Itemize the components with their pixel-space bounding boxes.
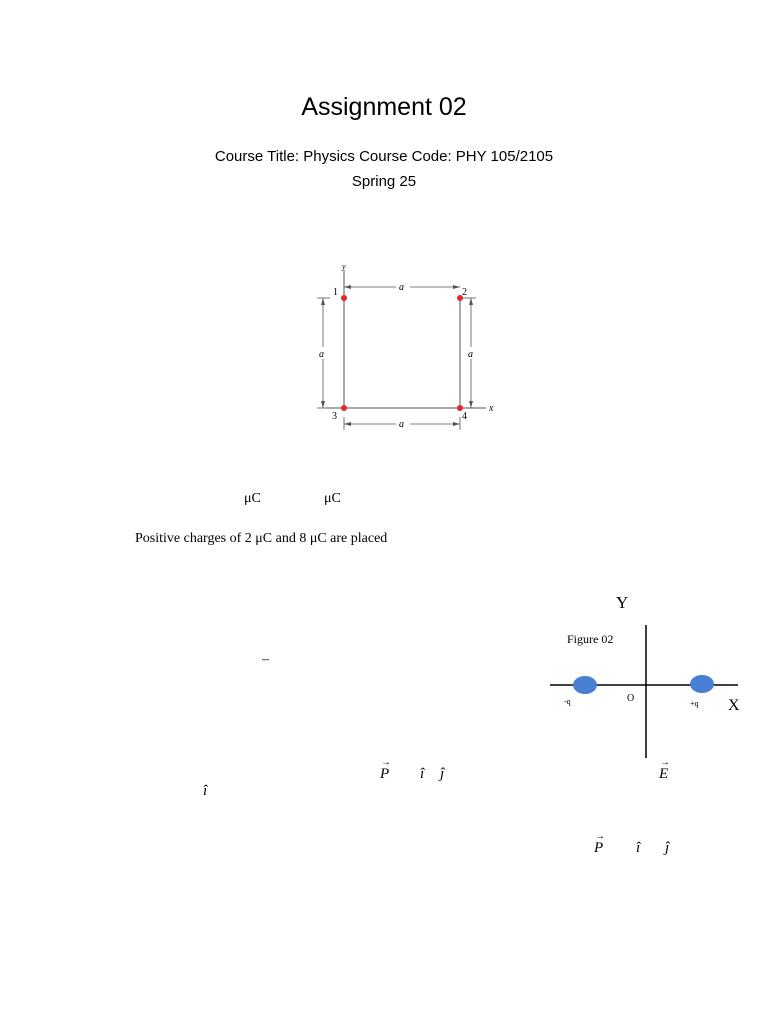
- figure-02-dipole: [548, 590, 748, 765]
- x-axis-label: x: [489, 403, 494, 414]
- page-title: Assignment 02: [301, 93, 467, 121]
- right-side-label: a: [468, 349, 473, 360]
- charge-1-dot: [341, 295, 347, 301]
- term: Spring 25: [351, 173, 417, 190]
- charge-3-label: 3: [332, 411, 337, 422]
- fig2-x-label: X: [728, 697, 740, 714]
- unit-uc-2: μC: [324, 491, 341, 506]
- fig2-y-label: Y: [616, 593, 629, 612]
- i-hat-1: î: [420, 766, 425, 782]
- j-hat-3: ĵ: [665, 840, 670, 856]
- i-hat-3: î: [636, 840, 641, 856]
- pos-charge-label: +q: [690, 699, 699, 708]
- neg-charge-dot: [573, 676, 597, 694]
- vector-p-2: → P: [594, 840, 603, 857]
- dash-fragment: –: [262, 652, 269, 667]
- charge-3-dot: [341, 405, 347, 411]
- origin-label: O: [627, 693, 635, 704]
- vector-e: → E: [659, 766, 668, 783]
- y-axis-label: y: [342, 262, 346, 271]
- neg-charge-label: -q: [564, 697, 571, 706]
- course-line: Course Title: Physics Course Code: PHY 105/2105: [214, 148, 554, 165]
- positive-charges-text: Positive charges of 2 μC and 8 μC are placed: [135, 531, 388, 546]
- top-side-label: a: [399, 282, 404, 293]
- charge-1-label: 1: [333, 287, 338, 298]
- figure-square-charges: [300, 260, 505, 435]
- i-hat-2: î: [203, 783, 208, 799]
- charge-2-label: 2: [462, 287, 467, 298]
- pos-charge-dot: [690, 675, 714, 693]
- fig2-title: Figure 02: [567, 632, 614, 646]
- unit-uc-1: μC: [244, 491, 261, 506]
- j-hat-1: ĵ: [440, 766, 445, 782]
- bottom-side-label: a: [399, 419, 404, 430]
- left-side-label: a: [319, 349, 324, 360]
- charge-4-label: 4: [462, 411, 467, 422]
- vector-p-1: → P: [380, 766, 389, 783]
